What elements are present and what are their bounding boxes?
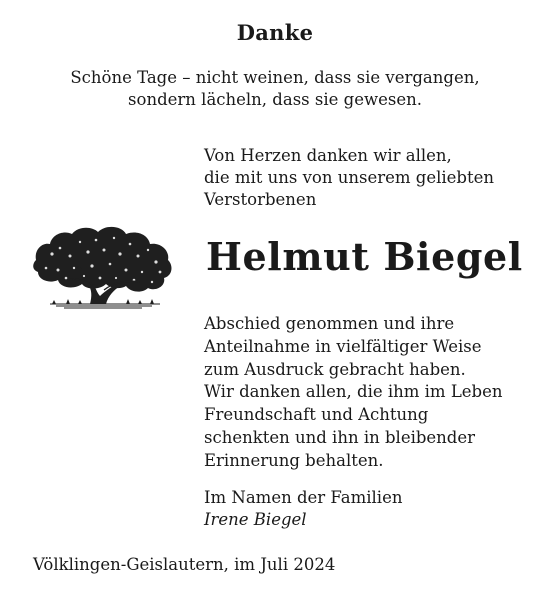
signoff (204, 487, 402, 531)
notice-title: Danke (236, 20, 314, 45)
quote (0, 67, 550, 111)
thanks-body (204, 313, 503, 473)
body-line: Anteilnahme in vielfältiger Weise (204, 336, 482, 356)
intro-line: Verstorbenen (204, 190, 317, 209)
body-line: Erinnerung behalten. (204, 450, 384, 470)
intro-text (204, 145, 494, 211)
intro-line: Von Herzen danken wir allen, (204, 146, 452, 165)
signer-name: Irene Biegel (204, 510, 307, 529)
body-line: schenkten und ihn in bleibender (204, 427, 476, 447)
intro-line: die mit uns von unserem geliebten (204, 168, 494, 187)
signoff-line: Im Namen der Familien (204, 488, 403, 507)
body-line: zum Ausdruck gebracht haben. (204, 359, 466, 379)
deceased-name: Helmut Biegel (206, 234, 523, 279)
place-date: Völklingen-Geislautern, im Juli 2024 (33, 555, 336, 574)
tree-icon (30, 220, 175, 312)
quote-line: Schöne Tage – nicht weinen, dass sie vergangen, (70, 68, 480, 87)
quote-line: sondern lächeln, dass sie gewesen. (128, 90, 422, 109)
body-line: Abschied genommen und ihre (204, 314, 455, 333)
body-line: Wir danken allen, die ihm im Leben (204, 382, 503, 402)
body-line: Freundschaft und Achtung (204, 405, 429, 425)
